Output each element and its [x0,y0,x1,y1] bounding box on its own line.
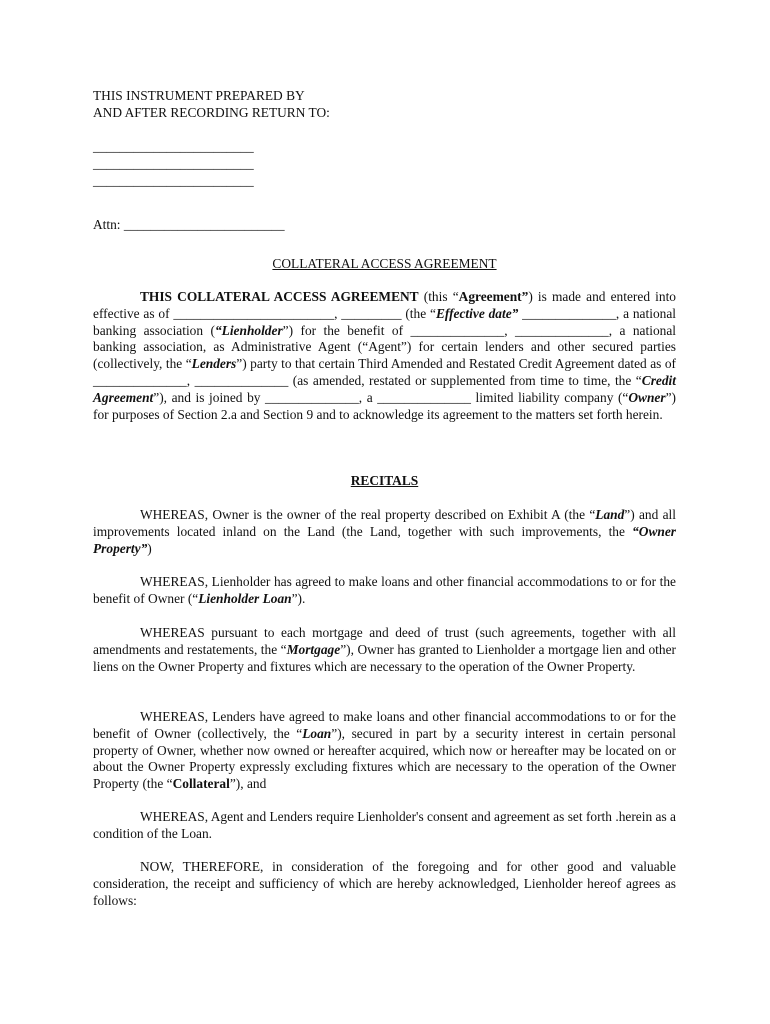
address-blanks [93,139,676,189]
recital-loan-collateral [93,709,676,793]
recital4-text-b: ”), secured in part by a security interest in certain personal property of Owner, whether now owned or hereafter acquired, which now or hereafter may be located on or about the Owner Property expressly excluding fixtures which are necessary to the operation of the Owner Property (the “ [93,725,676,792]
recital-owner-land [93,507,676,557]
recital3-text-b: ”), Owner has granted to Lienholder a mortgage lien and other liens on the Owner Property and fixtures which are necessary to the operation of the Owner Property. [93,641,676,674]
recital4-text-a: WHEREAS, Lenders have agreed to make loans and other financial accommodations to or for the benefit of Owner (collectively, the “ [93,709,676,741]
credit-agreement-term: Credit Agreement [93,372,676,405]
lienholder-loan-term: Lienholder Loan [198,590,292,606]
prepared-by-block [93,88,676,122]
return-to-line: AND AFTER RECORDING RETURN TO: [93,104,330,120]
loan-term: Loan [302,725,332,741]
prepared-by-line: THIS INSTRUMENT PREPARED BY [93,88,305,103]
recitals-heading: RECITALS [350,473,419,488]
address-blank-3: ________________________ [93,172,254,188]
mortgage-term: Mortgage [286,641,341,657]
intro-text-5: ”) party to that certain Third Amended and Restated Credit Agreement dated as of ______________, ______________ (as amended, restated or supplemented from time to time, the “ [93,356,676,388]
recital-lienholder-loan [93,574,676,608]
land-term: Land [595,507,625,522]
recital4-text-c: ”), and [229,776,267,792]
intro-text-7: ”) for purposes of Section 2.a and Section 9 and to acknowledge its agreement to the matters set forth herein. [93,389,676,422]
intro-text-3: ______________, a national banking association ( [93,305,676,338]
attn-line: Attn: ________________________ [93,217,285,232]
agreement-term: Agreement” [458,289,529,304]
recital2-text-b: ”). [291,590,306,606]
owner-term: Owner [628,389,666,405]
recital1-text-c: ) [147,540,152,556]
intro-text-6: ”), and is joined by ______________, a ______________ limited liability company (“ [153,389,629,405]
effective-date-term: Effective date” [435,305,519,321]
now-therefore-paragraph: NOW, THEREFORE, in consideration of the foregoing and for other good and valuable consideration, the receipt and sufficiency of which are hereby acknowledged, Lienholder hereof agrees as follows: [93,859,676,908]
lienholder-term: “Lienholder [214,322,283,338]
address-blank-2: ________________________ [93,155,254,171]
lenders-term: Lenders [191,356,237,372]
recital3-text-a: WHEREAS pursuant to each mortgage and deed of trust (such agreements, together with all amendments and restatements, the “ [93,625,676,657]
intro-paragraph [93,289,676,423]
collateral-term: Collateral [172,776,230,792]
owner-property-term: “Owner Property” [93,523,676,556]
address-blank-1: ________________________ [93,139,254,154]
intro-text-4: ”) for the benefit of ______________, ______________, a national banking association, as Administrative Agent (“Agent”) for certain lenders and other secured parties (collectively, the “ [93,322,676,372]
recital1-text-b: ”) and all improvements located inland on the Land (the Land, together with such improvements, the [93,507,676,539]
recital-mortgage [93,625,676,675]
recital2-text-a: WHEREAS, Lienholder has agreed to make loans and other financial accommodations to or for the benefit of Owner (“ [93,574,676,606]
document-title: COLLATERAL ACCESS AGREEMENT [272,256,497,271]
recital1-text-a: WHEREAS, Owner is the owner of the real property described on Exhibit A (the “ [140,507,596,522]
recital-consent: WHEREAS, Agent and Lenders require Lienholder's consent and agreement as set forth .herein as a condition of the Loan. [93,809,676,841]
intro-text-1: (this “ [418,289,459,304]
intro-text-2: ) is made and entered into effective as of ________________________, _________ (the “ [93,289,676,321]
intro-lead: THIS COLLATERAL ACCESS AGREEMENT [140,289,419,304]
